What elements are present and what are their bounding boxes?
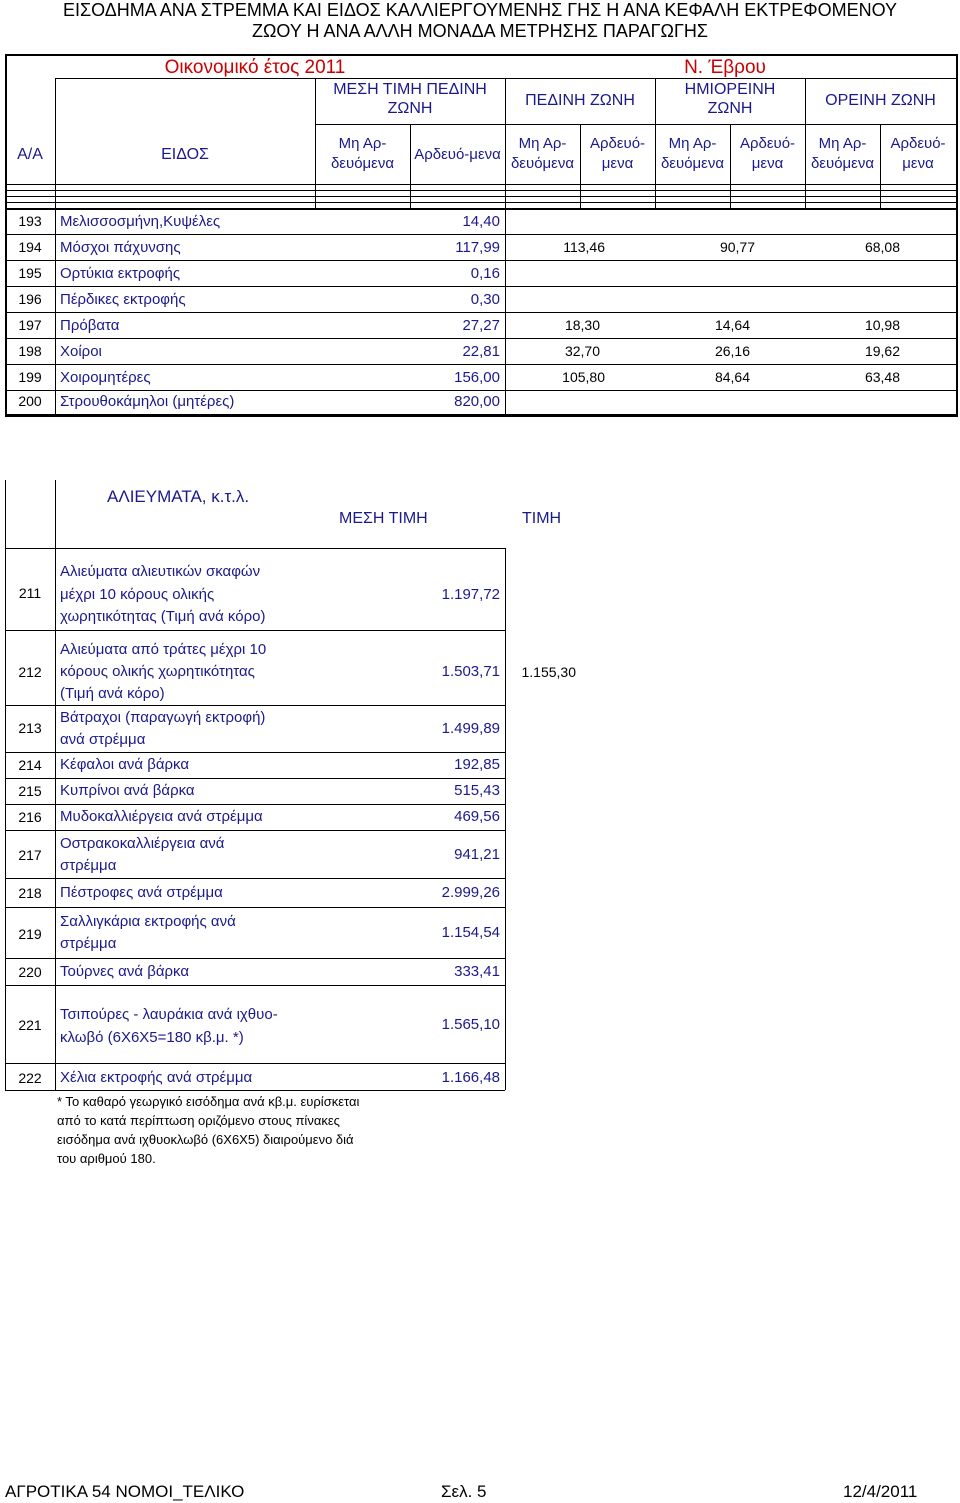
fiscal-year: Οικονομικό έτος 2011 xyxy=(164,57,346,78)
row-mesi: 156,00 xyxy=(454,369,500,386)
fish-col-mesi: ΜΕΣΗ ΤΙΜΗ xyxy=(339,510,428,527)
header-mesi-pedini-2: ΖΩΝΗ xyxy=(387,100,433,117)
row-aa: 198 xyxy=(18,343,42,359)
fish-name-l1: Αλιεύματα από τράτες μέχρι 10 xyxy=(60,641,267,658)
footer-document-name: ΑΓΡΟΤΙΚΑ 54 ΝΟΜΟΙ_ΤΕΛΙΚΟ xyxy=(5,1482,245,1501)
row-name: Μόσχοι πάχυνσης xyxy=(60,239,181,256)
header-imioreini-1: ΗΜΙΟΡΕΙΝΗ xyxy=(684,81,776,98)
fish-timi: 1.155,30 xyxy=(521,664,576,680)
row-oreini: 63,48 xyxy=(864,369,900,385)
fish-val: 2.999,26 xyxy=(441,884,500,901)
sub-mi-ar-4b: δευόμενα xyxy=(810,155,875,172)
fish-aa: 221 xyxy=(18,1017,42,1033)
fish-aa: 217 xyxy=(18,847,42,863)
row-aa: 199 xyxy=(18,369,42,385)
row-mesi: 0,30 xyxy=(470,291,500,308)
fish-aa: 222 xyxy=(18,1070,42,1086)
fish-aa: 219 xyxy=(18,926,42,942)
sub-mi-ar-2b: δευόμενα xyxy=(510,155,575,172)
fish-name-l1: Πέστροφες ανά στρέμμα xyxy=(60,884,223,901)
fish-val: 1.565,10 xyxy=(441,1016,500,1033)
footnote-line: από το κατά περίπτωση οριζόμενο στους πίνακες xyxy=(57,1113,340,1128)
fish-name-l1: Κέφαλοι ανά βάρκα xyxy=(60,756,190,773)
fish-name-l1: Μυδοκαλλιέργεια ανά στρέμμα xyxy=(60,808,263,825)
fish-val: 192,85 xyxy=(454,756,500,773)
header-pedini: ΠΕΔΙΝΗ ΖΩΝΗ xyxy=(525,92,635,109)
footer-date: 12/4/2011 xyxy=(843,1482,918,1501)
row-imioreini: 14,64 xyxy=(714,317,750,333)
row-pedini: 18,30 xyxy=(564,317,600,333)
fish-name-l2: στρέμμα xyxy=(60,935,117,952)
row-mesi: 22,81 xyxy=(462,343,500,360)
row-pedini: 32,70 xyxy=(564,343,600,359)
row-mesi: 820,00 xyxy=(454,393,500,410)
sub-ard-3a: Αρδευό- xyxy=(739,135,796,152)
fish-aa: 211 xyxy=(18,585,42,601)
fish-name-l2: στρέμμα xyxy=(60,857,117,874)
sub-ard-4a: Αρδευό- xyxy=(890,135,946,152)
sub-mi-ar-1a: Μη Αρ- xyxy=(338,135,387,152)
row-name: Πρόβατα xyxy=(60,317,120,334)
fish-aa: 212 xyxy=(18,664,42,680)
row-name: Πέρδικες εκτροφής xyxy=(60,291,186,308)
fish-val: 1.166,48 xyxy=(441,1069,500,1086)
fish-aa: 215 xyxy=(18,783,42,799)
fish-aa: 218 xyxy=(18,885,42,901)
sub-mi-ar-2a: Μη Αρ- xyxy=(518,135,567,152)
footnote-line: * Το καθαρό γεωργικό εισόδημα ανά κβ.μ. ευρίσκεται xyxy=(57,1094,360,1109)
sub-ard-2b: μενα xyxy=(601,155,634,172)
fish-val: 1.154,54 xyxy=(441,924,500,941)
fish-name-l1: Βάτραχοι (παραγωγή εκτροφή) xyxy=(60,709,266,726)
row-aa: 193 xyxy=(18,213,42,229)
fish-name-l1: Τσιπούρες - λαυράκια ανά ιχθυο- xyxy=(60,1006,278,1023)
prefecture: Ν. Έβρου xyxy=(684,57,766,78)
row-name: Στρουθοκάμηλοι (μητέρες) xyxy=(60,393,235,410)
fish-col-timi: ΤΙΜΗ xyxy=(522,510,562,527)
row-name: Ορτύκια εκτροφής xyxy=(60,265,181,282)
footnote-line: εισόδημα ανά ιχθυοκλωβό (6Χ6Χ5) διαιρούμενο διά xyxy=(57,1132,354,1147)
fish-name-l2: ανά στρέμμα xyxy=(60,731,146,748)
sub-ard-full: Αρδευό-μενα xyxy=(414,146,501,163)
fish-name-l1: Οστρακοκαλλιέργεια ανά xyxy=(60,835,225,852)
sub-ard-4b: μενα xyxy=(902,155,934,172)
row-pedini: 113,46 xyxy=(563,239,605,255)
row-aa: 200 xyxy=(18,393,42,409)
row-imioreini: 84,64 xyxy=(714,369,750,385)
fish-name-l1: Τούρνες ανά βάρκα xyxy=(60,963,190,980)
footnote xyxy=(57,1092,359,1168)
footer-page-number: Σελ. 5 xyxy=(441,1482,487,1501)
header-aa: Α/Α xyxy=(17,146,43,163)
fish-name-l1: Κυπρίνοι ανά βάρκα xyxy=(60,782,195,799)
fish-name-l2: κλωβό (6Χ6Χ5=180 κβ.μ. *) xyxy=(60,1029,244,1046)
fish-aa: 220 xyxy=(18,964,42,980)
fish-name-l3: χωρητικότητας (Τιμή ανά κόρο) xyxy=(60,608,266,625)
row-name: Χοίροι xyxy=(60,343,102,360)
sub-ard-3b: μενα xyxy=(751,155,784,172)
fish-val: 333,41 xyxy=(454,963,500,980)
fish-name-l2: μέχρι 10 κόρους ολικής xyxy=(60,586,215,603)
sub-ard-2a: Αρδευό- xyxy=(589,135,646,152)
fish-val: 941,21 xyxy=(454,846,500,863)
sub-mi-ar-1b: δευόμενα xyxy=(330,155,395,172)
fish-name-l1: Αλιεύματα αλιευτικών σκαφών xyxy=(60,563,261,580)
fish-val: 469,56 xyxy=(454,808,500,825)
sub-mi-ar-4a: Μη Αρ- xyxy=(818,135,867,152)
row-aa: 196 xyxy=(18,291,42,307)
fish-name-l1: Σαλλιγκάρια εκτροφής ανά xyxy=(60,913,236,930)
page-title-line2: ΖΩΟΥ Η ΑΝΑ ΑΛΛΗ ΜΟΝΑΔΑ ΜΕΤΡΗΣΗΣ ΠΑΡΑΓΩΓΗΣ xyxy=(251,21,709,41)
header-mesi-pedini-1: ΜΕΣΗ ΤΙΜΗ ΠΕΔΙΝΗ xyxy=(333,81,487,98)
header-eidos: ΕΙΔΟΣ xyxy=(161,146,209,163)
fish-val: 1.503,71 xyxy=(441,663,500,680)
row-oreini: 10,98 xyxy=(864,317,900,333)
fish-name-l1: Χέλια εκτροφής ανά στρέμμα xyxy=(60,1069,253,1086)
row-mesi: 14,40 xyxy=(462,213,500,230)
fish-val: 1.499,89 xyxy=(441,720,500,737)
row-mesi: 27,27 xyxy=(462,317,500,334)
fish-aa: 214 xyxy=(18,757,42,773)
sub-mi-ar-3b: δευόμενα xyxy=(660,155,725,172)
header-oreini: ΟΡΕΙΝΗ ΖΩΝΗ xyxy=(825,92,936,109)
row-pedini: 105,80 xyxy=(562,369,605,385)
row-imioreini: 26,16 xyxy=(714,343,750,359)
row-mesi: 117,99 xyxy=(455,239,500,256)
sub-mi-ar-3a: Μη Αρ- xyxy=(668,135,717,152)
row-oreini: 19,62 xyxy=(864,343,900,359)
fish-val: 515,43 xyxy=(454,782,500,799)
row-name: Μελισσοσμήνη,Κυψέλες xyxy=(60,213,221,230)
row-aa: 194 xyxy=(18,239,42,255)
fish-val: 1.197,72 xyxy=(441,586,500,603)
fish-aa: 213 xyxy=(18,720,42,736)
row-imioreini: 90,77 xyxy=(719,239,755,255)
header-imioreini-2: ΖΩΝΗ xyxy=(707,100,753,117)
fish-section-title: ΑΛΙΕΥΜΑΤΑ, κ.τ.λ. xyxy=(107,487,250,506)
row-aa: 197 xyxy=(18,317,42,333)
footnote-line: του αριθμού 180. xyxy=(57,1151,156,1166)
row-aa: 195 xyxy=(18,265,42,281)
row-name: Χοιρομητέρες xyxy=(60,369,151,386)
row-mesi: 0,16 xyxy=(470,265,500,282)
row-oreini: 68,08 xyxy=(864,239,900,255)
fish-aa: 216 xyxy=(18,809,42,825)
page-title-line1: ΕΙΣΟΔΗΜΑ ΑΝΑ ΣΤΡΕΜΜΑ ΚΑΙ ΕΙΔΟΣ ΚΑΛΛΙΕΡΓΟΥΜΕΝΗΣ ΓΗΣ Η ΑΝΑ ΚΕΦΑΛΗ ΕΚΤΡΕΦΟΜΕΝΟΥ xyxy=(62,0,898,20)
fish-name-l2: κόρους ολικής χωρητικότητας xyxy=(60,663,255,680)
fish-name-l3: (Τιμή ανά κόρο) xyxy=(60,685,165,702)
